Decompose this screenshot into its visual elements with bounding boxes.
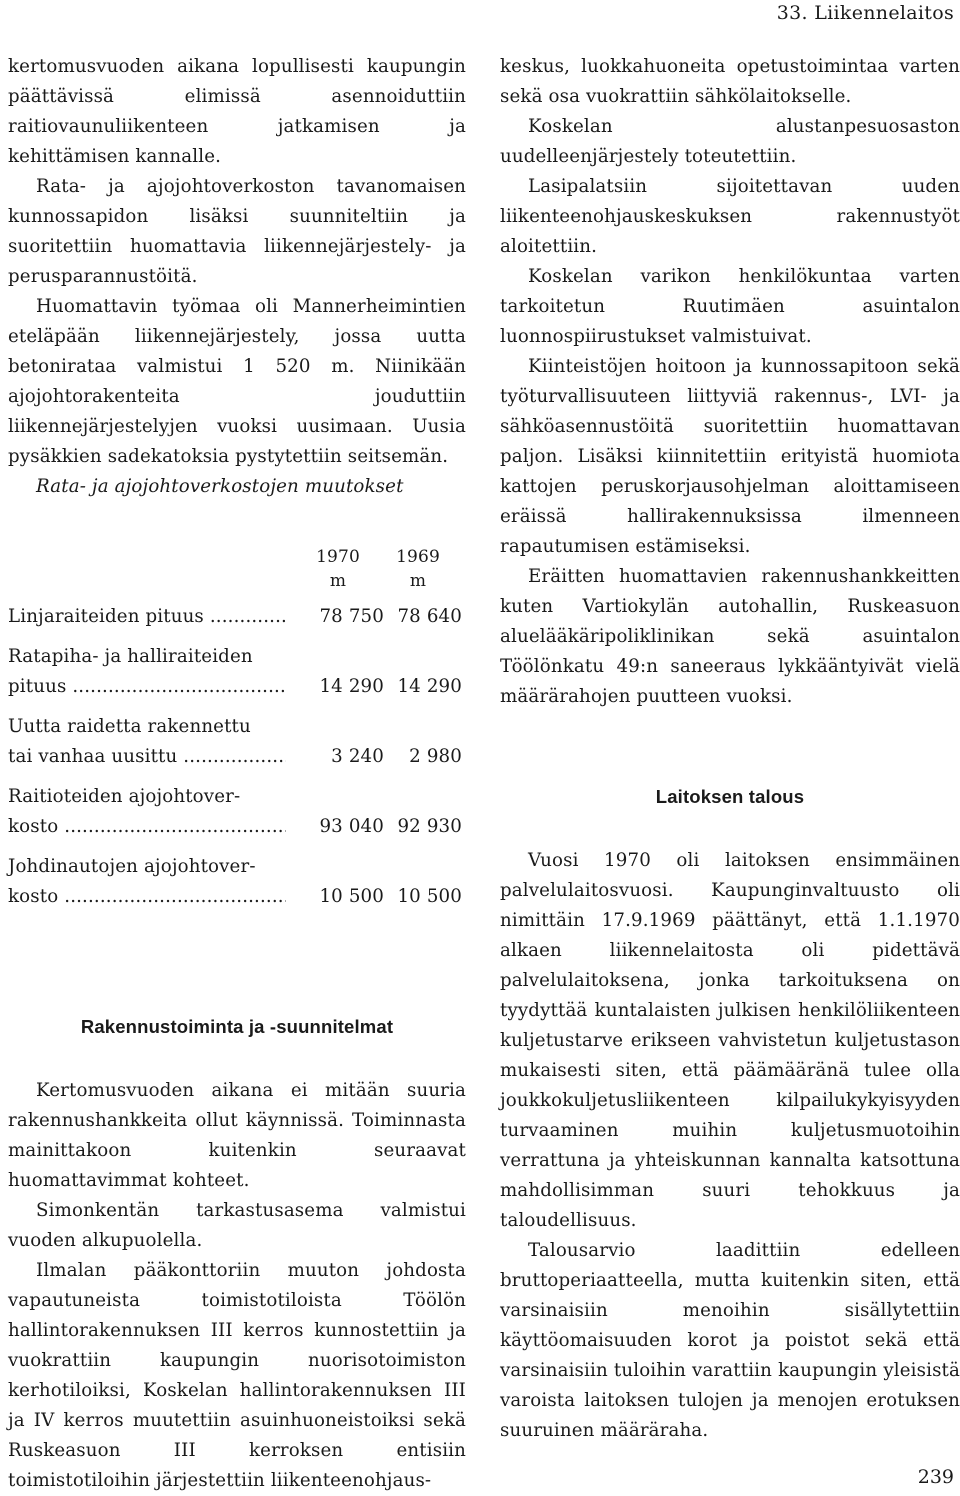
- track-changes-table: [8, 542, 466, 922]
- right-paragraph-4: Koskelan varikon henkilökuntaa varten tarkoitetun Ruutimäen asuintalon luonnospiirustukset valmistuivat.: [500, 266, 960, 347]
- running-header: 33. Liikennelaitos: [776, 2, 954, 24]
- row-label: Linjaraiteiden pituus .....: [8, 602, 286, 632]
- right-paragraph-3: Lasipalatsiin sijoitettavan uuden liikenteenohjauskeskuksen rakennustyöt aloitettiin.: [500, 176, 960, 257]
- value-1970: 10 500: [319, 886, 384, 907]
- row-label: kosto .....: [8, 812, 286, 842]
- row-label: tai vanhaa uusittu .....: [8, 742, 286, 772]
- section-heading-construction: Rakennustoiminta ja -suunnitelmat: [80, 1016, 394, 1037]
- value-1970: 93 040: [319, 816, 384, 837]
- left-paragraph-3: Huomattavin työmaa oli Mannerheimintien eteläpään liikennejärjestely, jossa uutta betonirataa valmistui 1 520 m. Niinikään ajojohtorakenteita jouduttiin liikennejärjestelyjen vuoksi uusimaan. Uusia pysäkkien sadekatoksia pystytettiin seitsemän.: [8, 296, 466, 467]
- table-header: [8, 542, 466, 602]
- value-1970: 3 240: [331, 746, 384, 767]
- section-heading-finance: Laitoksen talous: [655, 786, 805, 807]
- row-label-line-1: Uutta raidetta rakennettu: [8, 716, 251, 737]
- year-header-1969: 1969: [396, 547, 440, 567]
- page-number: 239: [917, 1466, 954, 1488]
- value-1970: 78 750: [319, 606, 384, 627]
- right-paragraph-1: keskus, luokkahuoneita opetustoimintaa varten sekä osa vuokrattiin sähkölaitokselle.: [500, 56, 960, 107]
- row-label: pituus .....: [8, 672, 286, 702]
- row-label: kosto .....: [8, 882, 286, 912]
- row-label-line-1: Johdinautojen ajojohtover-: [8, 856, 256, 877]
- unit-header-1969: m: [409, 571, 427, 591]
- unit-header-1970: m: [329, 571, 347, 591]
- table-title: Rata- ja ajojohtoverkostojen muutokset: [36, 476, 404, 497]
- right-paragraph-7: Vuosi 1970 oli laitoksen ensimmäinen palvelulaitosvuosi. Kaupunginvaltuusto oli nimittäin 17.9.1969 päättänyt, että 1.1.1970 alkaen liikennelaitosta oli pidettävä palvelulaitoksena, jonka tarkoituksena on tyydyttää kuntalaisten julkisen henkilöliikenteen kuljetustarve erikseen vahvistetun kuljetustason mukaisesti siten, että päämääränä tulee olla joukkokuljetusliikenteen kilpailukykyisyyden turvaaminen muihin kuljetusmuotoihin verrattuna ja yhteiskunnan kannalta katsottuna mahdollisimman suuri tehokkuus ja taloudellisuus.: [500, 850, 960, 1231]
- left-paragraph-4: Kertomusvuoden aikana ei mitään suuria rakennushankkeita ollut käynnissä. Toiminnasta mainittakoon kuitenkin seuraavat huomattavimmat kohteet.: [8, 1080, 466, 1191]
- left-column: [8, 52, 466, 1496]
- value-1969: 92 930: [397, 816, 462, 837]
- right-paragraph-2: Koskelan alustanpesuosaston uudelleenjärjestely toteutettiin.: [500, 116, 960, 167]
- value-1969: 2 980: [409, 746, 462, 767]
- left-paragraph-5: Simonkentän tarkastusasema valmistui vuoden alkupuolella.: [8, 1200, 466, 1251]
- table-row: [8, 852, 466, 922]
- right-paragraph-5: Kiinteistöjen hoitoon ja kunnossapitoon sekä työturvallisuuteen liittyviä rakennus-, LVI- ja sähköasennustöitä suoritettiin huomattavan paljon. Lisäksi kiinnitettiin erityistä huomiota kattojen peruskorjausohjelman aloittamiseen eräissä hallirakennuksissa ilmenneen rapautumisen estämiseksi.: [500, 356, 960, 557]
- row-label-line-1: Ratapiha- ja halliraiteiden: [8, 646, 253, 667]
- row-label-line-1: Raitioteiden ajojohtover-: [8, 786, 241, 807]
- value-1969: 14 290: [397, 676, 462, 697]
- year-header-1970: 1970: [316, 547, 360, 567]
- right-paragraph-6: Eräitten huomattavien rakennushankkeitten kuten Vartiokylän autohallin, Ruskeasuon aluelääkäripoliklinikan sekä asuintalon Töölönkatu 49:n saneeraus lykkääntyivät vielä määrärahojen puutteen vuoksi.: [500, 566, 960, 707]
- right-column: [500, 52, 960, 1446]
- value-1969: 10 500: [397, 886, 462, 907]
- table-row: [8, 642, 466, 712]
- value-1970: 14 290: [319, 676, 384, 697]
- left-paragraph-2: Rata- ja ajojohtoverkoston tavanomaisen kunnossapidon lisäksi suunniteltiin ja suoritettiin huomattavia liikennejärjestely- ja perusparannustöitä.: [8, 176, 466, 287]
- table-row: [8, 782, 466, 852]
- table-row: [8, 602, 466, 642]
- table-row: [8, 712, 466, 782]
- value-1969: 78 640: [397, 606, 462, 627]
- right-paragraph-8: Talousarvio laadittiin edelleen bruttoperiaatteella, mutta kuitenkin siten, että varsinaisiin menoihin sisällytettiin käyttöomaisuuden korot ja poistot sekä että varsinaisiin tuloihin varattiin kaupungin yleisistä varoista laitoksen tulojen ja menojen erotuksen suuruinen määräraha.: [500, 1240, 960, 1441]
- left-paragraph-6: Ilmalan pääkonttoriin muuton johdosta vapautuneista toimistotiloista Töölön hallintorakennuksen III kerros kunnostettiin ja vuokrattiin kaupungin nuorisotoimiston kerhotiloiksi, Koskelan hallintorakennuksen III ja IV kerros muutettiin asuinhuoneistoiksi sekä Ruskeasuon III kerroksen entisiin toimistotiloihin järjestettiin liikenteenohjaus-: [8, 1260, 466, 1491]
- left-paragraph-1: kertomusvuoden aikana lopullisesti kaupungin päättävissä elimissä asennoiduttiin raitiovaunuliikenteen jatkamisen ja kehittämisen kannalle.: [8, 56, 466, 167]
